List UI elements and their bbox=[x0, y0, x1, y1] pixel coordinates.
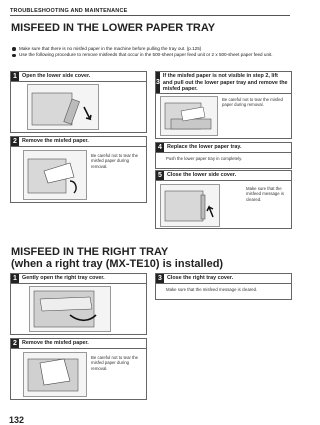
step-number: 1 bbox=[11, 72, 19, 81]
close-cover-illustration bbox=[160, 184, 220, 227]
pull-tray-illustration bbox=[160, 96, 218, 136]
step-header bbox=[156, 143, 291, 153]
step-header bbox=[156, 171, 291, 181]
bullet-item: Make sure that there is no misfed paper in the machine before pulling the tray out. (p.125) bbox=[12, 46, 282, 52]
s2-step2-panel bbox=[10, 338, 147, 400]
s2-step1-panel bbox=[10, 273, 147, 335]
open-right-tray-illustration bbox=[29, 286, 111, 332]
page-number: 132 bbox=[9, 415, 25, 425]
s1-step2-panel bbox=[10, 136, 147, 203]
step-number: 3 bbox=[156, 72, 160, 93]
step-note: Be careful not to tear the misfed paper during removal. bbox=[91, 153, 139, 169]
step-title: Remove the misfed paper. bbox=[22, 340, 89, 347]
step-note: Make sure that the misfeed message is cleared. bbox=[166, 287, 258, 292]
step-header bbox=[11, 137, 146, 147]
bullet-item: Use the following procedure to remove misfeeds that occur in the 500-sheet paper feed unit or 2 x 500-sheet paper feed unit. bbox=[12, 52, 282, 58]
s1-step3-panel bbox=[155, 71, 292, 139]
step-note: Make sure that the misfeed message is cleared. bbox=[246, 186, 284, 202]
step-header bbox=[11, 274, 146, 284]
running-header bbox=[10, 6, 290, 16]
open-cover-illustration bbox=[27, 84, 99, 130]
step-title: Close the lower side cover. bbox=[167, 172, 237, 179]
section1-title: MISFEED IN THE LOWER PAPER TRAY bbox=[11, 22, 216, 34]
s1-step4-panel bbox=[155, 142, 292, 169]
step-number: 3 bbox=[156, 274, 164, 283]
s1-step5-panel bbox=[155, 170, 292, 229]
step-number: 5 bbox=[156, 171, 164, 180]
step-header bbox=[156, 72, 291, 94]
section1-bullets bbox=[12, 46, 282, 58]
step-title: If the misfed paper is not visible in step 2, lift and pull out the lower paper tray and remove the misfed paper. bbox=[162, 73, 288, 92]
step-number: 1 bbox=[11, 274, 19, 283]
step-title: Gently open the right tray cover. bbox=[22, 275, 105, 282]
step-header bbox=[11, 339, 146, 349]
section2-title-line2: (when a right tray (MX-TE10) is installed) bbox=[11, 258, 224, 270]
step-number: 4 bbox=[156, 143, 164, 152]
remove-paper-right-tray-illustration bbox=[23, 352, 87, 397]
section2-title bbox=[11, 246, 223, 270]
remove-paper-illustration bbox=[23, 150, 87, 200]
step-title: Replace the lower paper tray. bbox=[167, 144, 242, 151]
step-title: Close the right tray cover. bbox=[167, 275, 234, 282]
step-note: Be careful not to tear the misfed paper during removal. bbox=[222, 97, 283, 108]
s1-step1-panel bbox=[10, 71, 147, 133]
step-number: 2 bbox=[11, 137, 19, 146]
step-title: Remove the misfed paper. bbox=[22, 138, 89, 145]
step-note: Push the lower paper tray in completely. bbox=[166, 156, 243, 161]
section2-title-line1: MISFEED IN THE RIGHT TRAY bbox=[11, 246, 169, 258]
step-header bbox=[156, 274, 291, 284]
section-header-label: TROUBLESHOOTING AND MAINTENANCE bbox=[10, 8, 128, 14]
s2-step3-panel bbox=[155, 273, 292, 300]
step-header bbox=[11, 72, 146, 82]
step-title: Open the lower side cover. bbox=[22, 73, 91, 80]
step-note: Be careful not to tear the misfed paper during removal. bbox=[91, 355, 139, 371]
step-number: 2 bbox=[11, 339, 19, 348]
